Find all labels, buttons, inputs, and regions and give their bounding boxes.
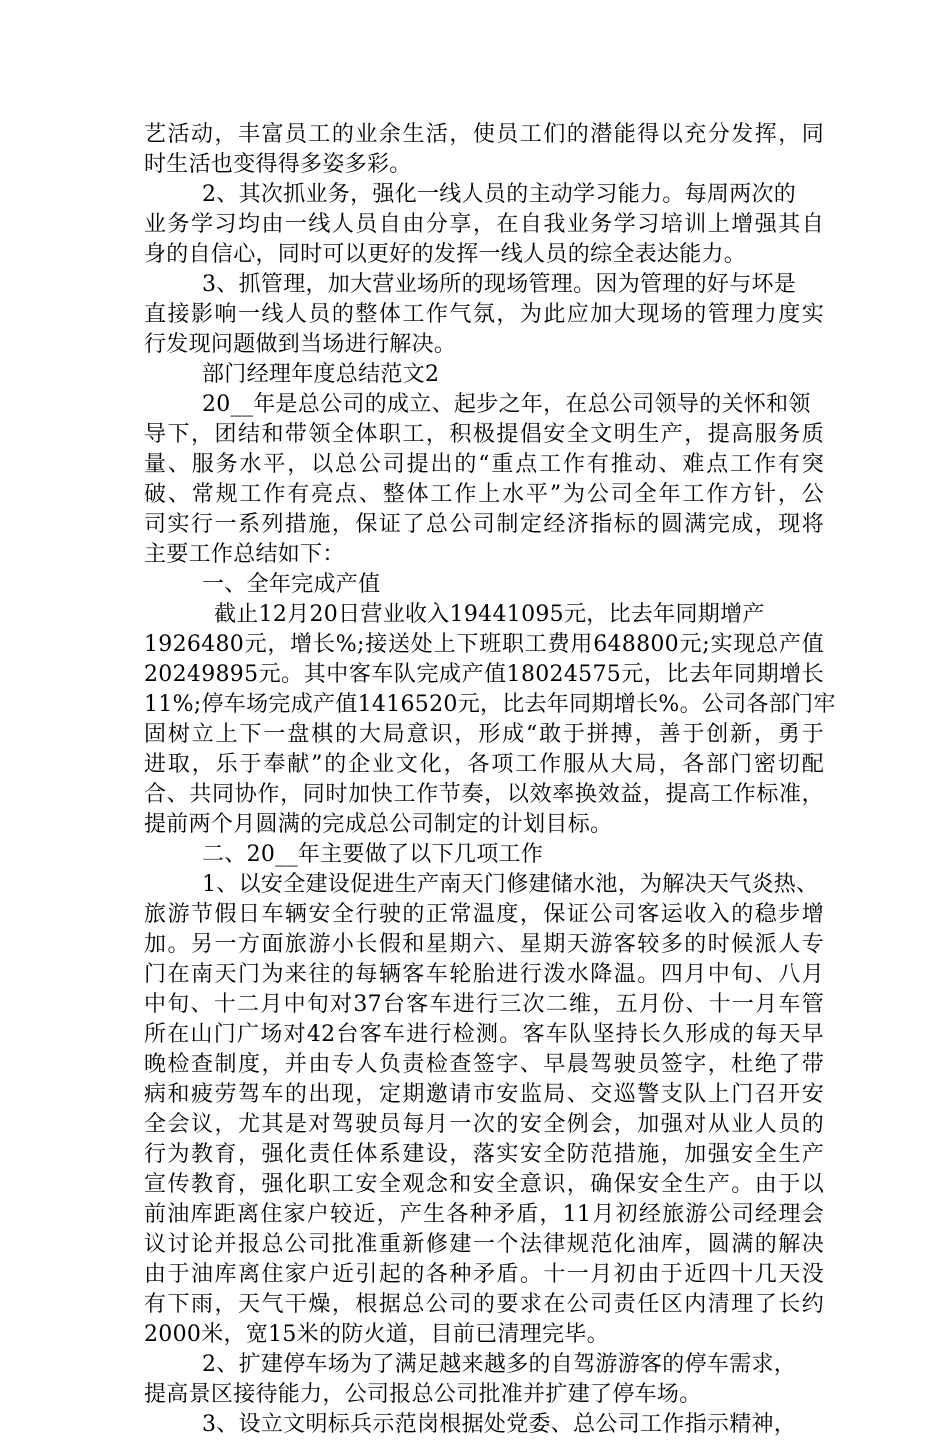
paragraph-line: 量、服务水平，以总公司提出的“重点工作有推动、难点工作有突 xyxy=(144,452,824,477)
paragraph-line: 全会议，尤其是对驾驶员每月一次的安全例会，加强对从业人员的 xyxy=(144,1112,824,1137)
paragraph-line: 提高景区接待能力，公司报总公司批准并扩建了停车场。 xyxy=(144,1382,702,1407)
paragraph-line: 身的自信心，同时可以更好的发挥一线人员的综全表达能力。 xyxy=(144,242,747,267)
paragraph-line: 进取，乐于奉献”的企业文化，各项工作服从大局，各部门密切配 xyxy=(144,752,824,777)
paragraph-line: 晚检查制度，并由专人负责检查签字、早晨驾驶员签字，杜绝了带 xyxy=(144,1052,824,1077)
paragraph-line: 主要工作总结如下： xyxy=(144,542,345,567)
paragraph-line: 11%;停车场完成产值1416520元，比去年同期增长%。公司各部门牢 xyxy=(144,692,836,717)
paragraph-line: 议讨论并报总公司批准重新修建一个法律规范化油库，圆满的解决 xyxy=(144,1232,824,1257)
document-body xyxy=(144,120,836,1440)
section-heading: 二、20__年主要做了以下几项工作 xyxy=(202,842,544,867)
paragraph-line: 所在山门广场对42台客车进行检测。客车队坚持长久形成的每天早 xyxy=(144,1022,824,1047)
paragraph-line: 20249895元。其中客车队完成产值18024575元，比去年同期增长 xyxy=(144,662,824,687)
paragraph-line: 前油库距离住家户较近，产生各种矛盾，11月初经旅游公司经理会 xyxy=(144,1202,824,1227)
paragraph-line: 3、抓管理，加大营业场所的现场管理。因为管理的好与坏是 xyxy=(202,272,797,297)
paragraph-line: 截止12月20日营业收入19441095元，比去年同期增产 xyxy=(214,602,765,627)
paragraph-line: 宣传教育，强化职工安全观念和安全意识，确保安全生产。由于以 xyxy=(144,1172,824,1197)
paragraph-line: 20__年是总公司的成立、起步之年，在总公司领导的关怀和领 xyxy=(202,392,811,417)
paragraph-line: 破、常规工作有亮点、整体工作上水平”为公司全年工作方针，公 xyxy=(144,482,824,507)
paragraph-line: 提前两个月圆满的完成总公司制定的计划目标。 xyxy=(144,812,613,837)
paragraph-line: 直接影响一线人员的整体工作气氛，为此应加大现场的管理力度实 xyxy=(144,302,824,327)
paragraph-line: 行发现问题做到当场进行解决。 xyxy=(144,332,457,357)
paragraph-line: 由于油库离住家户近引起的各种矛盾。十一月初由于近四十几天没 xyxy=(144,1262,824,1287)
paragraph-line: 固树立上下一盘棋的大局意识，形成“敢于拼搏，善于创新，勇于 xyxy=(144,722,824,747)
paragraph-line: 有下雨，天气干燥，根据总公司的要求在公司责任区内清理了长约 xyxy=(144,1292,824,1317)
paragraph-line: 1926480元，增长%;接送处上下班职工费用648800元;实现总产值 xyxy=(144,632,824,657)
paragraph-line: 时生活也变得得多姿多彩。 xyxy=(144,152,412,177)
paragraph-line: 2、其次抓业务，强化一线人员的主动学习能力。每周两次的 xyxy=(202,182,797,207)
paragraph-line: 司实行一系列措施，保证了总公司制定经济指标的圆满完成，现将 xyxy=(144,512,824,537)
paragraph-line: 中旬、十二月中旬对37台客车进行三次二维，五月份、十一月车管 xyxy=(144,992,824,1017)
paragraph-line: 门在南天门为来往的每辆客车轮胎进行泼水降温。四月中旬、八月 xyxy=(144,962,824,987)
paragraph-line: 艺活动，丰富员工的业余生活，使员工们的潜能得以充分发挥，同 xyxy=(144,122,824,147)
paragraph-line: 业务学习均由一线人员自由分享，在自我业务学习培训上增强其自 xyxy=(144,212,824,237)
paragraph-line: 1、以安全建设促进生产南天门修建储水池，为解决天气炎热、 xyxy=(202,872,819,897)
paragraph-line: 旅游节假日车辆安全行驶的正常温度，保证公司客运收入的稳步增 xyxy=(144,902,824,927)
paragraph-line: 2、扩建停车场为了满足越来越多的自驾游游客的停车需求， xyxy=(202,1352,797,1377)
section-heading: 一、全年完成产值 xyxy=(202,572,381,597)
paragraph-line: 加。另一方面旅游小长假和星期六、星期天游客较多的时候派人专 xyxy=(144,932,824,957)
paragraph-line: 合、共同协作，同时加快工作节奏，以效率换效益，提高工作标准， xyxy=(144,782,824,807)
paragraph-line: 2000米，宽15米的防火道，目前已清理完毕。 xyxy=(144,1322,609,1347)
paragraph-line: 3、设立文明标兵示范岗根据处党委、总公司工作指示精神， xyxy=(202,1412,797,1437)
paragraph-line: 导下，团结和带领全体职工，积极提倡安全文明生产，提高服务质 xyxy=(144,422,824,447)
section-heading: 部门经理年度总结范文2 xyxy=(202,362,440,387)
paragraph-line: 行为教育，强化责任体系建设，落实安全防范措施，加强安全生产 xyxy=(144,1142,824,1167)
paragraph-line: 病和疲劳驾车的出现，定期邀请市安监局、交巡警支队上门召开安 xyxy=(144,1082,824,1107)
